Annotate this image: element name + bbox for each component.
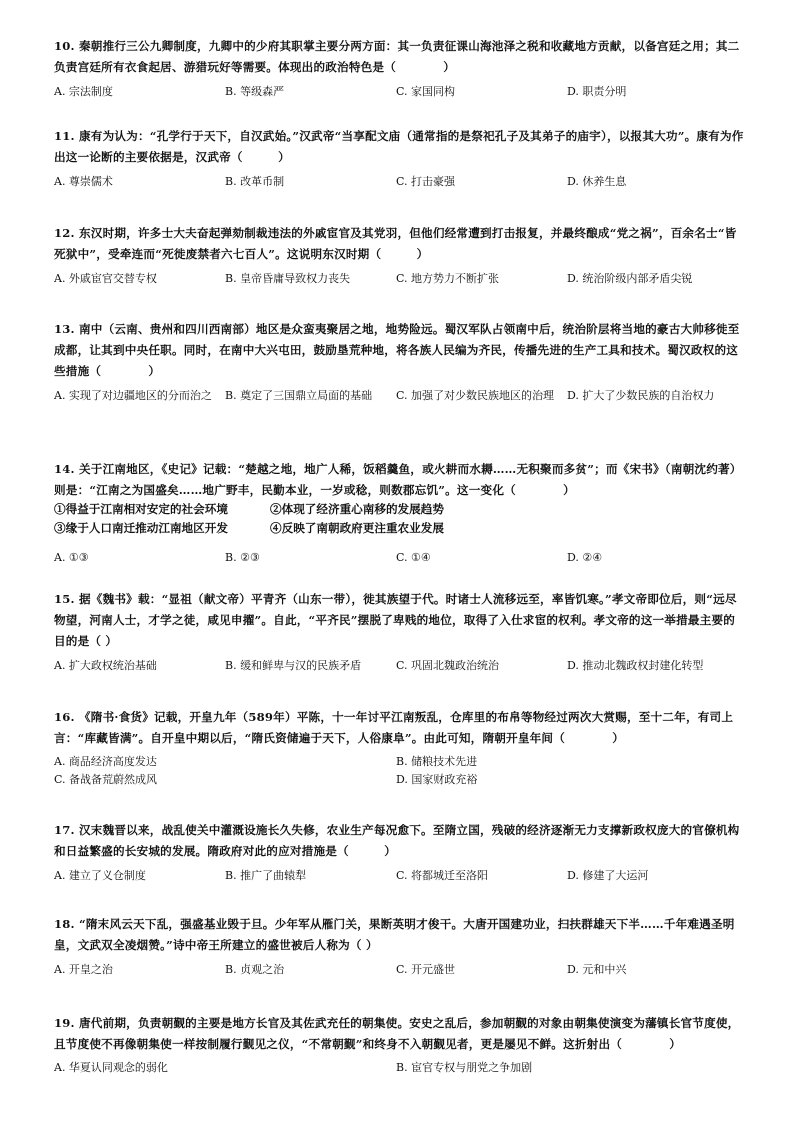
option-d: D. 修建了大运河 <box>567 869 649 882</box>
question-13 <box>54 319 744 425</box>
option-row <box>54 867 744 888</box>
question-stem: 14. 关于江南地区，《史记》记载：“楚越之地，地广人稀，饭稻羹鱼，或火耕而水耨……无积聚而多贫”；而《宋书》（南朝沈约著）则是：“江南之为国盛矣……地广野丰，民勤本业，一岁或稔，则数郡忘饥”。这一变化（ ） <box>54 462 742 497</box>
option-a: A. 实现了对边疆地区的分而治之 <box>54 389 212 402</box>
option-b: B. 皇帝昏庸导致权力丧失 <box>225 272 351 285</box>
question-stem: 10. 秦朝推行三公九卿制度，九卿中的少府其职掌主要分两方面：其一负责征课山海池泽之税和收藏地方贡献，以备宫廷之用；其二负责宫廷所有衣食起居、游猎玩好等需要。体现出的政治特色是（ ） <box>54 39 740 74</box>
question-11 <box>54 126 744 194</box>
option-row <box>54 173 744 194</box>
question-stem: 18. “隋末风云天下乱，强盛基业毁于旦。少年军从雁门关，果断英明才俊干。大唐开国建功业，扫扶群雄天下半……千年难遇圣明皇，文武双全凌烟赞。”诗中帝王所建立的盛世被后人称为（ ） <box>54 917 735 952</box>
option-b: B. 推广了曲辕犁 <box>225 869 307 882</box>
option-c: C. 打击豪强 <box>396 175 456 188</box>
option-c: C. 地方势力不断扩张 <box>396 272 500 285</box>
option-b: B. ②③ <box>225 551 260 564</box>
option-a: A. 建立了义仓制度 <box>54 869 146 882</box>
statement-row <box>54 520 744 539</box>
question-stem: 17. 汉末魏晋以来，战乱使关中灌溉设施长久失修，农业生产每况愈下。至隋立国，残破的经济逐渐无力支撑新政权庞大的官僚机构和日益繁盛的长安城的发展。隋政府对此的应对措施是（ ） <box>54 823 740 858</box>
statement-row <box>54 501 744 520</box>
question-16 <box>54 707 744 789</box>
option-b: B. 缓和鲜卑与汉的民族矛盾 <box>225 659 362 672</box>
option-b: B. 储粮技术先进 <box>396 755 478 768</box>
option-c: C. 家国同构 <box>396 85 456 98</box>
option-row <box>54 961 744 982</box>
option-c: C. ①④ <box>396 551 431 564</box>
option-d: D. 元和中兴 <box>567 963 627 976</box>
option-d: D. 国家财政充裕 <box>396 773 478 786</box>
question-stem: 15. 据《魏书》载：“显祖（献文帝）平青齐（山东一带），徙其族望于代。时诸士人流移远至，率皆饥寒。”孝文帝即位后，则“远尽物望，河南人士，才学之徒，咸见申擢”。自此，“平齐民”摆脱了卑贱的地位，取得了入仕求宦的权利。孝文帝的这一举措最主要的目的是（ ） <box>54 592 737 648</box>
option-b: B. 贞观之治 <box>225 963 285 976</box>
statement-3: ③缘于人口南迁推动江南地区开发 <box>54 521 228 535</box>
statement-4: ④反映了南朝政府更注重农业发展 <box>270 521 444 535</box>
option-grid <box>54 1059 744 1077</box>
option-b: B. 宦官专权与朋党之争加剧 <box>396 1061 533 1074</box>
option-a: A. ①③ <box>54 551 89 564</box>
option-row <box>54 270 744 291</box>
option-row <box>54 83 744 104</box>
question-12 <box>54 223 744 291</box>
question-18 <box>54 914 744 982</box>
option-c: C. 备战备荒蔚然成风 <box>54 773 158 786</box>
option-d: D. 扩大了少数民族的自治权力 <box>567 389 715 402</box>
option-c: C. 开元盛世 <box>396 963 456 976</box>
statement-2: ②体现了经济重心南移的发展趋势 <box>270 502 444 516</box>
option-a: A. 扩大政权统治基础 <box>54 659 157 672</box>
option-grid <box>54 753 744 789</box>
option-a: A. 商品经济高度发达 <box>54 755 157 768</box>
option-b: B. 奠定了三国鼎立局面的基础 <box>225 389 373 402</box>
question-15 <box>54 589 744 678</box>
question-stem: 13. 南中（云南、贵州和四川西南部）地区是众蛮夷聚居之地，地势险远。蜀汉军队占领南中后，统治阶层将当地的豪古大帅移徙至成都，让其到中央任职。同时，在南中大兴屯田，鼓励垦荒种地，将各族人民编为齐民，传播先进的生产工具和技术。蜀汉政权的这些措施（ ） <box>54 322 740 378</box>
option-d: D. ②④ <box>567 551 603 564</box>
option-row <box>54 387 744 425</box>
option-c: C. 将都城迁至洛阳 <box>396 869 489 882</box>
option-c: C. 加强了对少数民族地区的治理 <box>396 389 555 402</box>
question-10 <box>54 36 744 104</box>
question-stem: 19. 唐代前期，负责朝觐的主要是地方长官及其佐武充任的朝集使。安史之乱后，参加朝觐的对象由朝集使演变为藩镇长官节度使，且节度使不再像朝集使一样按制履行觐见之仪，“不常朝觐”和终身不入朝觐见者，更是屡见不鲜。这折射出（ ） <box>54 1016 740 1051</box>
option-d: D. 推动北魏政权封建化转型 <box>567 659 704 672</box>
question-19 <box>54 1013 744 1077</box>
option-row <box>54 549 744 570</box>
option-row <box>54 657 744 678</box>
statement-1: ①得益于江南相对安定的社会环境 <box>54 502 228 516</box>
question-14 <box>54 459 744 570</box>
question-stem: 12. 东汉时期，许多士大夫奋起弹劾制裁违法的外戚宦官及其党羽，但他们经常遭到打击报复，并最终酿成“党之祸”，百余名士“皆死狱中”，受牵连而“死徙废禁者六七百人”。这说明东汉时期（ ） <box>54 226 737 261</box>
option-a: A. 宗法制度 <box>54 85 113 98</box>
option-a: A. 外戚宦官交替专权 <box>54 272 157 285</box>
question-17 <box>54 820 744 888</box>
question-stem: 16. 《隋书·食货》记载，开皇九年（589年）平陈，十一年讨平江南叛乱，仓库里的布帛等物经过两次大赏赐，至十二年，有司上言：“库藏皆满”。自开皇中期以后，“隋氏资储遍于天下，人俗康阜”。由此可知，隋朝开皇年间（ ） <box>54 710 734 745</box>
option-a: A. 华夏认同观念的弱化 <box>54 1061 168 1074</box>
option-d: D. 休养生息 <box>567 175 627 188</box>
option-a: A. 开皇之治 <box>54 963 113 976</box>
option-b: B. 改革币制 <box>225 175 285 188</box>
option-a: A. 尊崇儒术 <box>54 175 113 188</box>
question-stem: 11. 康有为认为：“孔学行于天下，自汉武始。”汉武帝“当享配文庙（通常指的是祭祀孔子及其弟子的庙宇），以报其大功”。康有为作出这一论断的主要依据是，汉武帝（ ） <box>54 129 744 164</box>
option-b: B. 等级森严 <box>225 85 285 98</box>
option-c: C. 巩固北魏政治统治 <box>396 659 500 672</box>
option-d: D. 统治阶级内部矛盾尖锐 <box>567 272 693 285</box>
option-d: D. 职责分明 <box>567 85 627 98</box>
